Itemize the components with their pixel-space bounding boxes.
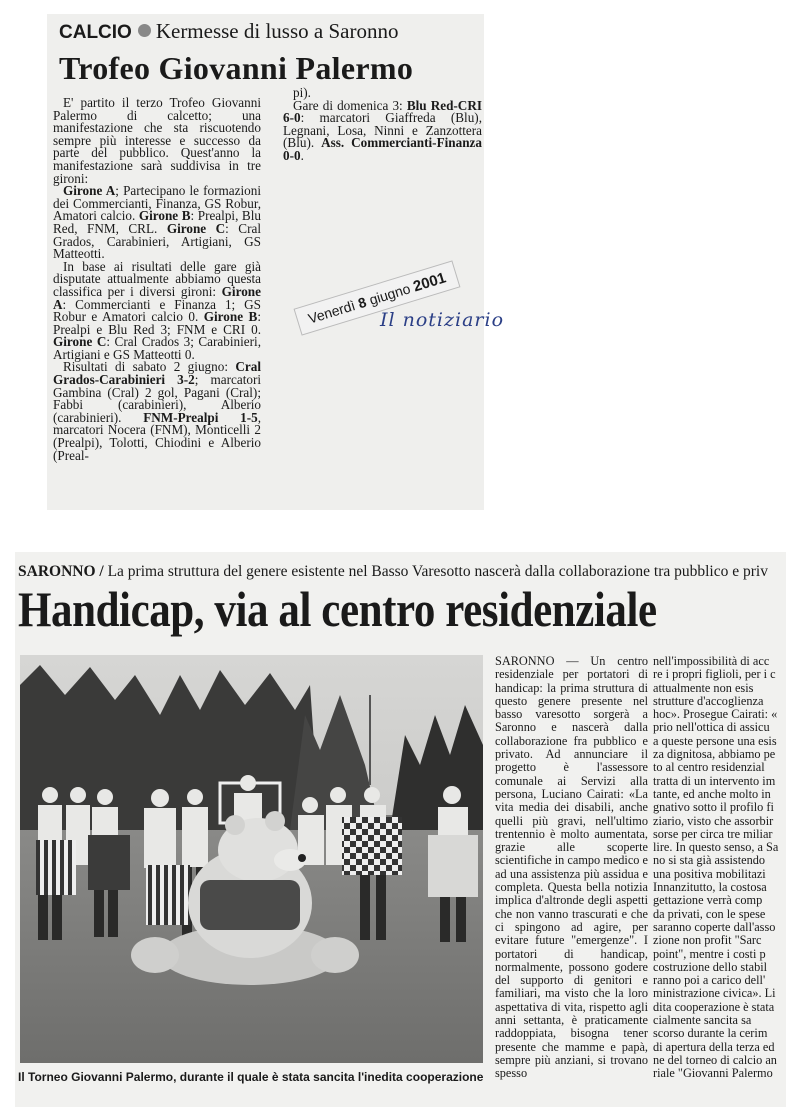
- paragraph: Gare di domenica 3: Blu Red-CRI 6-0: marcatori Giaffreda (Blu), Legnani, Losa, Ninni e Zanzottera (Blu). Ass. Commercianti-Finanza 0-0.: [283, 97, 482, 163]
- paragraph: E' partito il terzo Trofeo Giovanni Palermo di calcetto; una manifestazione che sta riscuotendo sempre più interesse e successo da parte del pubblico. Quest'anno la manifestazione sarà suddivisa in tre gironi:: [53, 97, 261, 186]
- column-4-line: a queste persone una esis: [653, 733, 777, 748]
- clipping-trofeo: [47, 14, 484, 510]
- date-number: 8: [356, 293, 369, 312]
- bold-run: FNM-Prealpi 1-5: [143, 409, 258, 425]
- article-column-1: [53, 97, 261, 507]
- handwritten-source: Il notiziario: [380, 309, 505, 331]
- column-4-line: ne del torneo di calcio an: [653, 1052, 777, 1067]
- column-4-line: re i propri figlioli, per i c: [653, 667, 776, 682]
- column-4-line: no si sta già assistendo: [653, 853, 766, 868]
- column-4-line: to al centro residenzial: [653, 760, 765, 775]
- date-year: 2001: [411, 269, 449, 296]
- bold-run: Girone A: [63, 183, 116, 199]
- column-4-line: hoc». Prosegue Cairati: «: [653, 707, 778, 722]
- column-4-line: za dignitosa, abbiamo pe: [653, 747, 776, 762]
- photo-caption: Il Torneo Giovanni Palermo, durante il quale è stata sancita l'inedita cooperazione: [18, 1070, 484, 1084]
- article-column-2: [283, 87, 482, 199]
- column-4-line: costruzione dello stabil: [653, 959, 768, 974]
- kicker-text: Kermesse di lusso a Saronno: [155, 19, 399, 43]
- column-4-line: ranno poi a carico dell': [653, 973, 766, 988]
- column-4-line: lire. In questo senso, a Sa: [653, 840, 779, 855]
- paragraph: Girone A; Partecipano le formazioni dei Commercianti, Finanza, GS Robur, Amatori calcio. Girone B: Prealpi, Blu Red, FNM, CRL. Girone C: Cral Grados, Carabinieri, Artigiani, GS Matteotti.: [53, 183, 261, 262]
- bold-run: Girone B: [138, 208, 191, 224]
- bold-run: Girone C: [166, 220, 226, 236]
- column-4-line: tratta di un intervento im: [653, 773, 776, 788]
- paragraph: Risultati di sabato 2 giugno: Cral Grados-Carabinieri 3-2; marcatori Gambina (Cral) 2 gol, Pagani (Cral); Fabbi (carabinieri), Alberio (carabinieri). FNM-Prealpi 1-5, marcatori Nocera (FNM), Monticelli 2 (Prealpi), Tolotti, Chiodini e Alberio (Preal-: [53, 359, 261, 463]
- kicker-line: [59, 19, 398, 44]
- strapline: [18, 563, 768, 581]
- column-4-line: una positiva mobilitazi: [653, 866, 766, 881]
- column-4-line: nell'impossibilità di acc: [653, 655, 770, 668]
- strap-text: La prima struttura del genere esistente nel Basso Varesotto nascerà dalla collaborazione tra pubblico e priv: [107, 563, 768, 580]
- column-4-line: da privati, con le spese: [653, 906, 766, 921]
- clipping-handicap: [15, 552, 786, 1107]
- bold-run: Blu Red-CRI 6-0: [283, 97, 482, 126]
- article-column-4: [653, 655, 786, 1095]
- column-4-line: Innanzitutto, la costosa: [653, 880, 767, 895]
- column-4-line: scorso durante la cerim: [653, 1026, 768, 1041]
- bullet-dot-icon: [138, 24, 151, 37]
- bold-run: Cral Grados-Carabinieri 3-2: [53, 359, 261, 388]
- column-4-line: ziario, visto che assorbir: [653, 813, 774, 828]
- column-4-line: sorse per circa tre miliar: [653, 826, 773, 841]
- team-photo: [20, 655, 483, 1063]
- column-4-line: gnativo sotto il profilo fi: [653, 800, 774, 815]
- column-4-line: tante, ed anche molto in: [653, 786, 771, 801]
- column-4-line: prio nell'ottica di assicu: [653, 720, 770, 735]
- paragraph: In base ai risultati delle gare già disputate attualmente abbiamo questa classifica per i diversi gironi: Girone A: Commercianti e Finanza 1; GS Robur e Amatori calcio 0. Girone B: Prealpi e Blu Red 3; FNM e CRI 0. Girone C: Cral Crados 3; Carabinieri, Artigiani e GS Matteotti 0.: [53, 258, 261, 362]
- article-title: Trofeo Giovanni Palermo: [59, 50, 414, 86]
- column-4-line: zione non profit "Sarc: [653, 933, 762, 948]
- column-4-line: attualmente non esis: [653, 680, 754, 695]
- bold-run: Girone C: [53, 334, 107, 350]
- column-4-line: gettazione verrà comp: [653, 893, 763, 908]
- column-4-line: dita cooperazione è stata: [653, 999, 775, 1014]
- bold-run: Girone A: [53, 283, 261, 312]
- column-4-line: strutture d'accoglienza: [653, 693, 764, 708]
- column-4-line: riale "Giovanni Palermo: [653, 1066, 773, 1081]
- strap-place: SARONNO /: [18, 563, 104, 580]
- date-month: giugno: [367, 280, 413, 308]
- section-label: CALCIO: [59, 22, 132, 43]
- column-4-line: ministrazione civica». Li: [653, 986, 776, 1001]
- column-3-text: SARONNO — Un centro residenziale per portatori di handicap: la prima struttura di questo genere presente nel basso varesotto sorgerà a Saronno e nascerà dalla collaborazione fra pubblico e privato. Ad annunciare il progetto è l'assessore comunale ai Servizi alla persona, Luciano Cairati: «La vita media dei disabili, anche quelli più gravi, nell'ultimo trentennio è molto aumentata, grazie alle scoperte scientifiche in campo medico e ad una assistenza più assidua e completa. Questa bella notizia implica d'altronde degli aspetti che non vanno trascurati e che ci spingono ad agire, per evitare future "emergenze". I portatori di handicap, normalmente, possono godere del supporto di genitori e familiari, ma visto che la loro aspettativa di vita, rispetto agli anni settanta, è praticamente raddoppiata, bisogna tener presente che mamme e papà, sempre più anziani, si trovano spesso: [495, 655, 648, 1081]
- column-4-line: saranno coperte dall'asso: [653, 919, 776, 934]
- date-day: Venerdì: [306, 297, 358, 327]
- headline: Handicap, via al centro residenziale: [18, 581, 657, 637]
- bold-run: Girone B: [203, 309, 258, 325]
- column-4-line: point", mentre i costi p: [653, 946, 766, 961]
- article-column-3: [495, 655, 648, 1095]
- photo-image: [20, 655, 483, 1063]
- column-4-line: di apertura della terza ed: [653, 1039, 775, 1054]
- bold-run: Ass. Commercianti-Finanza 0-0: [283, 135, 482, 163]
- column-4-line: cialmente sancita sa: [653, 1013, 752, 1028]
- paragraph: pi).: [293, 87, 311, 100]
